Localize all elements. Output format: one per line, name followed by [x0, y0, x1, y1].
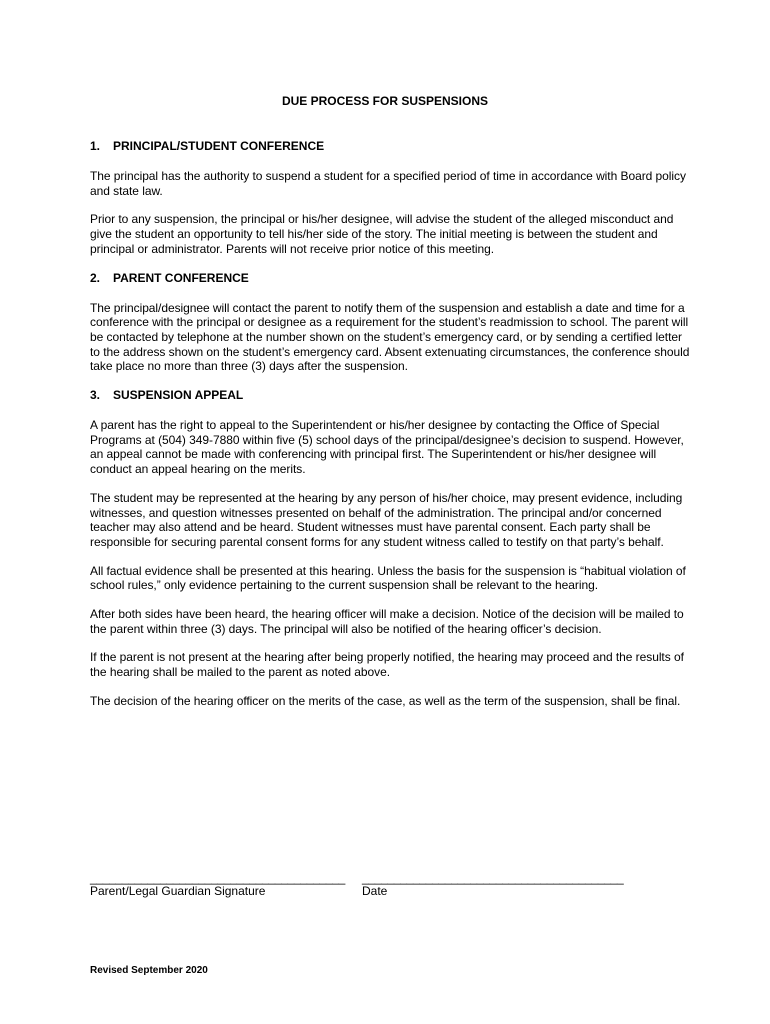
guardian-signature-block[interactable]: [90, 872, 345, 898]
section-title: SUSPENSION APPEAL: [113, 388, 244, 403]
section-number: 1.: [90, 139, 101, 153]
date-signature-line[interactable]: _________________________________________: [362, 871, 624, 885]
document-body: [90, 139, 690, 723]
paragraph: The decision of the hearing officer on the merits of the case, as well as the term of the suspension, shall be final.: [90, 693, 681, 708]
guardian-signature-label: Parent/Legal Guardian Signature: [90, 884, 266, 898]
guardian-signature-line[interactable]: ________________________________________: [90, 871, 345, 885]
section-title: PRINCIPAL/STUDENT CONFERENCE: [113, 139, 325, 153]
date-signature-block[interactable]: [362, 872, 623, 898]
paragraph: All factual evidence shall be presented at this hearing. Unless the basis for the suspension is “habitual violation of school rules,” only evidence pertaining to the current suspension shall be relevant to the hearing.: [90, 563, 686, 593]
paragraph: After both sides have been heard, the hearing officer will make a decision. Notice of the decision will be mailed to the parent within three (3) days. The principal will also be notified of the hearing officer’s decision.: [90, 607, 684, 636]
date-label: Date: [362, 884, 388, 898]
section-title: PARENT CONFERENCE: [113, 270, 249, 285]
section-number: 3.: [90, 388, 101, 403]
document-title: DUE PROCESS FOR SUSPENSIONS: [281, 94, 489, 108]
section-heading: [90, 388, 690, 403]
paragraph: The principal/designee will contact the parent to notify them of the suspension and establish a date and time for a conference with the principal or designee as a requirement for the student’s readmission to school. The parent will be contacted by telephone at the number shown on the student’s emergency card, or by sending a certified letter to the address shown on the student’s emergency card. Absent extenuating circumstances, the conference should take place no more than three (3) days after the suspension.: [90, 300, 690, 374]
section-parent-conference: [90, 271, 690, 375]
paragraph: Prior to any suspension, the principal or his/her designee, will advise the student of the alleged misconduct and give the student an opportunity to tell his/her side of the story. The initial meeting is between the student and principal or administrator. Parents will not receive prior notice of this meeting.: [90, 212, 674, 256]
paragraph: The student may be represented at the hearing by any person of his/her choice, may present evidence, including witnesses, and question witnesses presented on behalf of the administration. The principal and/or concerned teacher may also attend and be heard. Student witnesses must have parental consent. Each party shall be responsible for securing parental consent forms for any student witness called to testify on that party’s behalf.: [90, 490, 683, 549]
paragraph: The principal has the authority to suspend a student for a specified period of time in accordance with Board policy and state law.: [90, 169, 686, 198]
section-heading: [90, 271, 690, 286]
section-suspension-appeal: [90, 388, 690, 709]
revision-footer: Revised September 2020: [90, 965, 208, 976]
section-heading: [90, 139, 690, 154]
paragraph: A parent has the right to appeal to the Superintendent or his/her designee by contacting the Office of Special Programs at (504) 349-7880 within five (5) school days of the principal/designee’s decision to suspend. However, an appeal cannot be made with conferencing with principal first. The Superintendent or his/her designee will conduct an appeal hearing on the merits.: [90, 418, 684, 477]
section-principal-student-conference: [90, 139, 690, 257]
section-number: 2.: [90, 270, 101, 285]
paragraph: If the parent is not present at the hearing after being properly notified, the hearing may proceed and the results of the hearing shall be mailed to the parent as noted above.: [90, 650, 684, 680]
signature-area: [90, 872, 690, 902]
